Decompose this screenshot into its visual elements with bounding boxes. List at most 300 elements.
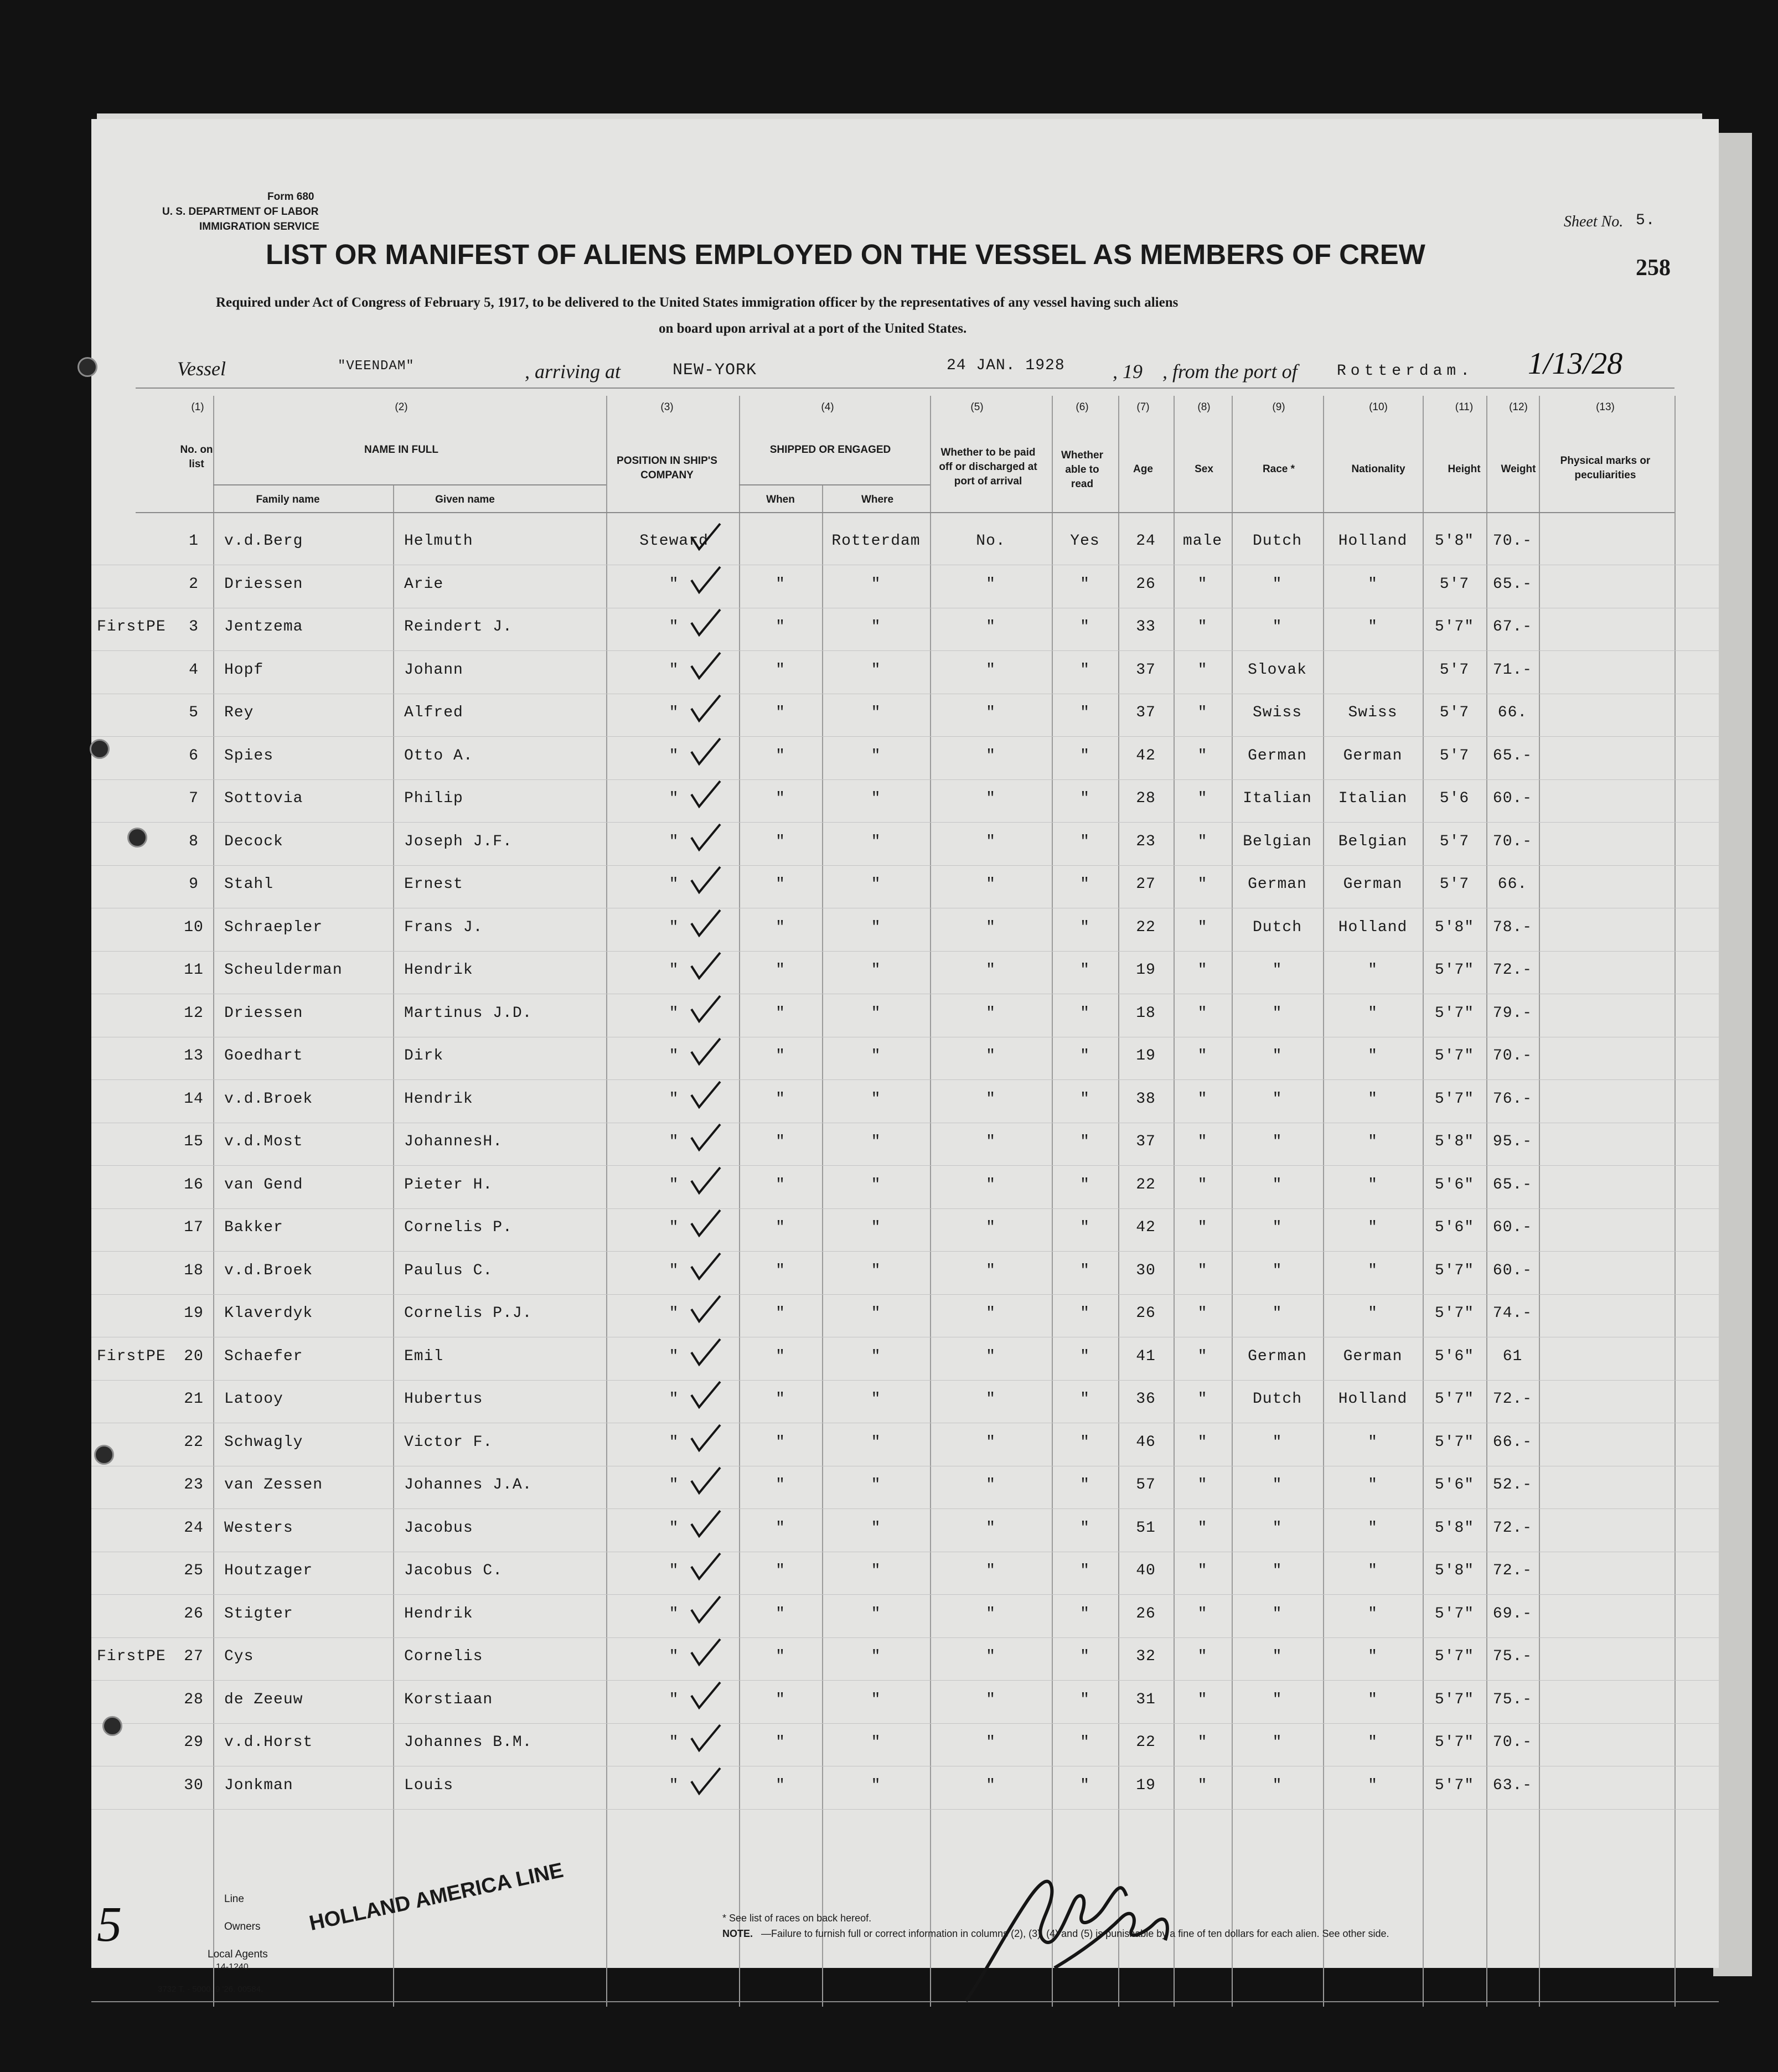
cell-weight: 79.-	[1492, 1004, 1533, 1022]
cell-no: 29	[184, 1734, 204, 1751]
cell-paid: "	[986, 1391, 996, 1408]
row-rule	[91, 865, 1719, 866]
cell-position: "	[669, 1004, 679, 1022]
cell-when: "	[776, 1605, 785, 1623]
cell-race: "	[1272, 1090, 1283, 1108]
cell-paid: "	[986, 833, 996, 850]
note-label: NOTE.	[722, 1928, 753, 1939]
cell-when: "	[776, 1090, 785, 1108]
cell-height: 5'7"	[1434, 1648, 1475, 1665]
cell-height: 5'7"	[1434, 1605, 1475, 1623]
note-text: —Failure to furnish full or correct information in columns (2), (3), (4) and (5) is punishable by a fine of ten dollars for each alien. See other side.	[761, 1928, 1389, 1939]
cell-read: "	[1080, 1433, 1090, 1451]
cell-no: 16	[184, 1176, 204, 1193]
cell-nationality: German	[1343, 876, 1403, 893]
checkmark-icon	[689, 649, 722, 683]
checkmark-icon	[689, 1336, 722, 1369]
cell-where: "	[871, 1476, 881, 1494]
cell-where: "	[871, 1305, 881, 1322]
cell-race: Dutch	[1252, 918, 1302, 936]
cell-nationality: Italian	[1338, 790, 1408, 807]
cell-nationality: Belgian	[1338, 833, 1408, 850]
cell-no: 19	[184, 1305, 204, 1322]
cell-given: Cornelis	[404, 1648, 483, 1665]
cell-nationality: "	[1368, 1176, 1378, 1193]
cell-weight: 75.-	[1492, 1648, 1533, 1665]
cell-no: 9	[189, 876, 199, 893]
column-rule	[393, 484, 394, 2007]
header-shipped: SHIPPED OR ENGAGED	[769, 444, 891, 456]
colnum-3: (3)	[660, 401, 674, 413]
cell-no: 4	[189, 661, 199, 679]
cell-when: "	[776, 661, 785, 679]
cell-when: "	[776, 790, 785, 807]
cell-nationality: "	[1368, 1047, 1378, 1065]
row-rule	[91, 650, 1719, 651]
row-rule	[91, 1380, 1719, 1381]
cell-where: "	[871, 1391, 881, 1408]
cell-no: 10	[184, 918, 204, 936]
cell-family: v.d.Most	[224, 1133, 303, 1150]
cell-sex: "	[1197, 918, 1208, 936]
cell-paid: "	[986, 790, 996, 807]
cell-nationality: "	[1368, 1004, 1378, 1022]
cell-position: "	[669, 876, 679, 893]
cell-position: "	[669, 575, 679, 593]
cell-no: 18	[184, 1262, 204, 1279]
colnum-4: (4)	[821, 401, 834, 413]
cell-nationality: "	[1368, 1562, 1378, 1579]
header-where: Where	[861, 494, 894, 505]
cell-weight: 71.-	[1492, 661, 1533, 679]
colnum-13: (13)	[1596, 401, 1615, 413]
cell-age: 42	[1136, 747, 1156, 764]
cell-age: 24	[1136, 533, 1156, 550]
cell-age: 36	[1136, 1391, 1156, 1408]
cell-when: "	[776, 1562, 785, 1579]
cell-given: Joseph J.F.	[404, 833, 513, 850]
cell-nationality: German	[1343, 747, 1403, 764]
cell-where: "	[871, 575, 881, 593]
cell-no: 13	[184, 1047, 204, 1065]
cell-given: Cornelis P.	[404, 1219, 513, 1236]
cell-given: Paulus C.	[404, 1262, 493, 1279]
cell-no: 22	[184, 1433, 204, 1451]
cell-sex: "	[1197, 1219, 1208, 1236]
cell-no: 6	[189, 747, 199, 764]
cell-given: Jacobus C.	[404, 1562, 503, 1579]
cell-when: "	[776, 575, 785, 593]
handwritten-signature	[955, 1835, 1198, 2012]
cell-weight: 60.-	[1492, 1219, 1533, 1236]
colnum-8: (8)	[1197, 401, 1211, 413]
cell-family: Spies	[224, 747, 274, 764]
from-port: Rotterdam.	[1337, 363, 1475, 380]
cell-where: "	[871, 1433, 881, 1451]
checkmark-icon	[689, 1121, 722, 1154]
cell-weight: 72.-	[1492, 1562, 1533, 1579]
cell-no: 28	[184, 1691, 204, 1708]
cell-sex: "	[1197, 1133, 1208, 1150]
cell-race: "	[1272, 1691, 1283, 1708]
cell-given: Martinus J.D.	[404, 1004, 533, 1022]
header-race: Race *	[1262, 463, 1295, 475]
cell-no: 3	[189, 618, 199, 635]
subtitle-line-2: on board upon arrival at a port of the United States.	[659, 321, 967, 336]
checkmark-icon	[689, 1035, 722, 1068]
cell-height: 5'7	[1439, 661, 1470, 679]
service-label: IMMIGRATION SERVICE	[199, 221, 319, 232]
cell-given: Frans J.	[404, 918, 483, 936]
cell-paid: "	[986, 1734, 996, 1751]
column-rule	[1423, 396, 1424, 2007]
cell-read: "	[1080, 1734, 1090, 1751]
colnum-2: (2)	[395, 401, 408, 413]
cell-family: Jonkman	[224, 1776, 293, 1794]
cell-sex: "	[1197, 790, 1208, 807]
cell-where: "	[871, 833, 881, 850]
cell-race: "	[1272, 1476, 1283, 1494]
cell-position: "	[669, 1219, 679, 1236]
cell-family: Driessen	[224, 575, 303, 593]
cell-no: 7	[189, 790, 199, 807]
cell-race: Italian	[1243, 790, 1312, 807]
cell-sex: "	[1197, 1262, 1208, 1279]
races-note: * See list of races on back hereof.	[722, 1913, 872, 1924]
cell-when: "	[776, 876, 785, 893]
column-rule	[1486, 396, 1487, 2007]
cell-position: "	[669, 618, 679, 635]
row-rule	[91, 1594, 1719, 1595]
cell-where: "	[871, 1004, 881, 1022]
checkmark-icon	[689, 1593, 722, 1626]
cell-position: "	[669, 661, 679, 679]
cell-paid: "	[986, 1691, 996, 1708]
cell-height: 5'7"	[1434, 1391, 1475, 1408]
cell-sex: "	[1197, 1047, 1208, 1065]
header-age: Age	[1133, 463, 1153, 475]
cell-age: 38	[1136, 1090, 1156, 1108]
colnum-6: (6)	[1076, 401, 1089, 413]
cell-read: "	[1080, 1262, 1090, 1279]
cell-height: 5'7"	[1434, 1047, 1475, 1065]
colnum-11: (11)	[1455, 401, 1474, 413]
cell-paid: "	[986, 704, 996, 721]
cell-height: 5'7"	[1434, 962, 1475, 979]
colnum-9: (9)	[1272, 401, 1285, 413]
department-label: U. S. DEPARTMENT OF LABOR	[162, 206, 319, 218]
cell-read: "	[1080, 661, 1090, 679]
cell-nationality: "	[1368, 962, 1378, 979]
checkmark-icon	[689, 1293, 722, 1326]
cell-nationality: "	[1368, 618, 1378, 635]
cell-weight: 72.-	[1492, 1519, 1533, 1537]
cell-race: Belgian	[1243, 833, 1312, 850]
cell-nationality: "	[1368, 1519, 1378, 1537]
cell-family: Schraepler	[224, 918, 323, 936]
cell-position: "	[669, 1476, 679, 1494]
checkmark-icon	[689, 778, 722, 811]
checkmark-icon	[689, 1464, 722, 1497]
cell-height: 5'7"	[1434, 1090, 1475, 1108]
cell-note: FirstPE	[97, 1648, 166, 1665]
cell-where: "	[871, 1776, 881, 1794]
row-rule	[91, 951, 1719, 952]
cell-weight: 66.	[1497, 704, 1528, 721]
cell-nationality: German	[1343, 1347, 1403, 1365]
cell-sex: "	[1197, 747, 1208, 764]
subtitle-line-1: Required under Act of Congress of February 5, 1917, to be delivered to the United States immigration officer by the representatives of any vessel having such aliens	[216, 295, 1179, 310]
cell-when: "	[776, 1219, 785, 1236]
cell-nationality: "	[1368, 1133, 1378, 1150]
cell-race: "	[1272, 1305, 1283, 1322]
cell-read: "	[1080, 962, 1090, 979]
cell-no: 11	[184, 962, 204, 979]
cell-height: 5'8"	[1434, 533, 1475, 550]
cell-read: "	[1080, 1562, 1090, 1579]
cell-weight: 76.-	[1492, 1090, 1533, 1108]
cell-no: 30	[184, 1776, 204, 1794]
cell-height: 5'6"	[1434, 1476, 1475, 1494]
page-title: LIST OR MANIFEST OF ALIENS EMPLOYED ON THE VESSEL AS MEMBERS OF CREW	[266, 239, 1425, 270]
cell-race: German	[1248, 747, 1307, 764]
cell-position: "	[669, 1734, 679, 1751]
cell-age: 30	[1136, 1262, 1156, 1279]
colnum-12: (12)	[1509, 401, 1528, 413]
cell-weight: 65.-	[1492, 575, 1533, 593]
cell-given: Helmuth	[404, 533, 473, 550]
cell-no: 1	[189, 533, 199, 550]
cell-family: v.d.Broek	[224, 1262, 313, 1279]
cell-position: "	[669, 1433, 679, 1451]
cell-height: 5'7"	[1434, 1776, 1475, 1794]
cell-weight: 69.-	[1492, 1605, 1533, 1623]
column-rule	[1539, 396, 1540, 2007]
cell-no: 8	[189, 833, 199, 850]
cell-paid: "	[986, 747, 996, 764]
row-rule	[91, 1508, 1719, 1509]
checkmark-icon	[689, 1207, 722, 1240]
cell-weight: 67.-	[1492, 618, 1533, 635]
cell-paid: "	[986, 618, 996, 635]
cell-nationality: Holland	[1338, 918, 1408, 936]
cell-where: "	[871, 704, 881, 721]
cell-height: 5'7	[1439, 575, 1470, 593]
cell-sex: "	[1197, 1605, 1208, 1623]
cell-race: "	[1272, 1562, 1283, 1579]
cell-family: Schaefer	[224, 1347, 303, 1365]
cell-race: Swiss	[1252, 704, 1302, 721]
cell-height: 5'6	[1439, 790, 1470, 807]
checkmark-icon	[689, 1422, 722, 1455]
cell-paid: "	[986, 1648, 996, 1665]
cell-paid: "	[986, 918, 996, 936]
cell-age: 33	[1136, 618, 1156, 635]
cell-read: "	[1080, 1133, 1090, 1150]
cell-note: FirstPE	[97, 618, 166, 635]
cell-age: 31	[1136, 1691, 1156, 1708]
cell-when: "	[776, 918, 785, 936]
cell-height: 5'7"	[1434, 1305, 1475, 1322]
cell-when: "	[776, 1391, 785, 1408]
back-sheet-right	[1713, 133, 1752, 1976]
cell-read: "	[1080, 1605, 1090, 1623]
handwritten-margin-number: 5	[97, 1897, 122, 1952]
cell-when: "	[776, 747, 785, 764]
cell-read: "	[1080, 1090, 1090, 1108]
cell-nationality: "	[1368, 1605, 1378, 1623]
cell-where: "	[871, 790, 881, 807]
row-rule	[91, 1809, 1719, 1810]
cell-nationality: "	[1368, 1476, 1378, 1494]
cell-paid: "	[986, 962, 996, 979]
cell-position: "	[669, 747, 679, 764]
cell-family: van Gend	[224, 1176, 303, 1193]
cell-age: 22	[1136, 1734, 1156, 1751]
cell-when: "	[776, 1476, 785, 1494]
cell-age: 26	[1136, 1605, 1156, 1623]
cell-read: "	[1080, 1648, 1090, 1665]
row-rule	[91, 1637, 1719, 1638]
cell-read: "	[1080, 876, 1090, 893]
row-rule	[91, 1251, 1719, 1252]
cell-where: "	[871, 1219, 881, 1236]
cell-position: "	[669, 1691, 679, 1708]
cell-where: "	[871, 1691, 881, 1708]
row-rule	[91, 1723, 1719, 1724]
cell-when: "	[776, 1133, 785, 1150]
cell-race: "	[1272, 575, 1283, 593]
cell-where: "	[871, 1648, 881, 1665]
cell-where: "	[871, 1347, 881, 1365]
header-rule	[739, 484, 930, 485]
cell-read: "	[1080, 1305, 1090, 1322]
cell-family: Decock	[224, 833, 283, 850]
cell-age: 41	[1136, 1347, 1156, 1365]
cell-sex: "	[1197, 1734, 1208, 1751]
cell-nationality: "	[1368, 1433, 1378, 1451]
column-rule	[739, 396, 740, 2007]
cell-family: Westers	[224, 1519, 293, 1537]
cell-weight: 78.-	[1492, 918, 1533, 936]
cell-position: "	[669, 1305, 679, 1322]
cell-note: FirstPE	[97, 1347, 166, 1365]
row-rule	[91, 1680, 1719, 1681]
cell-when: "	[776, 1691, 785, 1708]
cell-where: "	[871, 1519, 881, 1537]
cell-sex: male	[1182, 533, 1223, 550]
date-stamp: 24 JAN. 1928	[947, 357, 1065, 374]
checkmark-icon	[689, 907, 722, 940]
cell-paid: "	[986, 1776, 996, 1794]
header-no-on-list: No. on list	[180, 444, 213, 470]
checkmark-icon	[689, 949, 722, 983]
cell-height: 5'7	[1439, 876, 1470, 893]
row-rule	[91, 1165, 1719, 1166]
cell-no: 21	[184, 1391, 204, 1408]
checkmark-icon	[689, 1722, 722, 1755]
column-rule	[1118, 396, 1119, 2007]
cell-position: "	[669, 1391, 679, 1408]
cell-read: "	[1080, 1347, 1090, 1365]
cell-no: 17	[184, 1219, 204, 1236]
cell-race: Dutch	[1252, 533, 1302, 550]
cell-read: "	[1080, 618, 1090, 635]
cell-given: Pieter H.	[404, 1176, 493, 1193]
cell-read: "	[1080, 1176, 1090, 1193]
cell-race: "	[1272, 1262, 1283, 1279]
cell-age: 23	[1136, 833, 1156, 850]
cell-race: "	[1272, 1776, 1283, 1794]
column-rule	[213, 396, 214, 2007]
row-rule	[91, 736, 1719, 737]
cell-read: "	[1080, 1776, 1090, 1794]
cell-given: Otto A.	[404, 747, 473, 764]
punch-hole	[102, 1716, 122, 1736]
cell-family: Houtzager	[224, 1562, 313, 1579]
page-number: 258	[1636, 255, 1671, 281]
cell-height: 5'8"	[1434, 1519, 1475, 1537]
cell-race: "	[1272, 1433, 1283, 1451]
cell-where: "	[871, 1133, 881, 1150]
cell-weight: 63.-	[1492, 1776, 1533, 1794]
cell-given: Dirk	[404, 1047, 444, 1065]
column-rule	[930, 396, 931, 2007]
checkmark-icon	[689, 1164, 722, 1197]
cell-paid: "	[986, 1562, 996, 1579]
cell-nationality: "	[1368, 1776, 1378, 1794]
header-paid-off: Whether to be paid off or discharged at port of arrival	[939, 447, 1037, 487]
cell-where: "	[871, 1090, 881, 1108]
cell-sex: "	[1197, 704, 1208, 721]
cell-height: 5'6"	[1434, 1176, 1475, 1193]
cell-sex: "	[1197, 876, 1208, 893]
cell-paid: "	[986, 1133, 996, 1150]
footer-rule	[91, 2001, 1719, 2002]
header-name-in-full: NAME IN FULL	[364, 444, 439, 456]
cell-race: Slovak	[1248, 661, 1307, 679]
cell-weight: 70.-	[1492, 533, 1533, 550]
cell-paid: "	[986, 1347, 996, 1365]
cell-when: "	[776, 618, 785, 635]
punch-hole	[94, 1445, 114, 1465]
cell-no: 23	[184, 1476, 204, 1494]
cell-family: Bakker	[224, 1219, 283, 1236]
cell-age: 37	[1136, 704, 1156, 721]
cell-given: Alfred	[404, 704, 463, 721]
cell-position: "	[669, 704, 679, 721]
cell-height: 5'7"	[1434, 1262, 1475, 1279]
cell-read: "	[1080, 1219, 1090, 1236]
cell-read: "	[1080, 747, 1090, 764]
cell-height: 5'7"	[1434, 1433, 1475, 1451]
cell-paid: "	[986, 1519, 996, 1537]
cell-sex: "	[1197, 962, 1208, 979]
cell-nationality: "	[1368, 575, 1378, 593]
cell-family: Jentzema	[224, 618, 303, 635]
cell-position: "	[669, 962, 679, 979]
cell-position: "	[669, 1562, 679, 1579]
cell-position: "	[669, 790, 679, 807]
cell-no: 20	[184, 1347, 204, 1365]
cell-weight: 70.-	[1492, 1734, 1533, 1751]
cell-given: Louis	[404, 1776, 454, 1794]
cell-paid: "	[986, 1305, 996, 1322]
punch-hole	[77, 357, 97, 377]
colnum-1: (1)	[191, 401, 204, 413]
manifest-sheet	[91, 119, 1719, 1994]
cell-sex: "	[1197, 833, 1208, 850]
